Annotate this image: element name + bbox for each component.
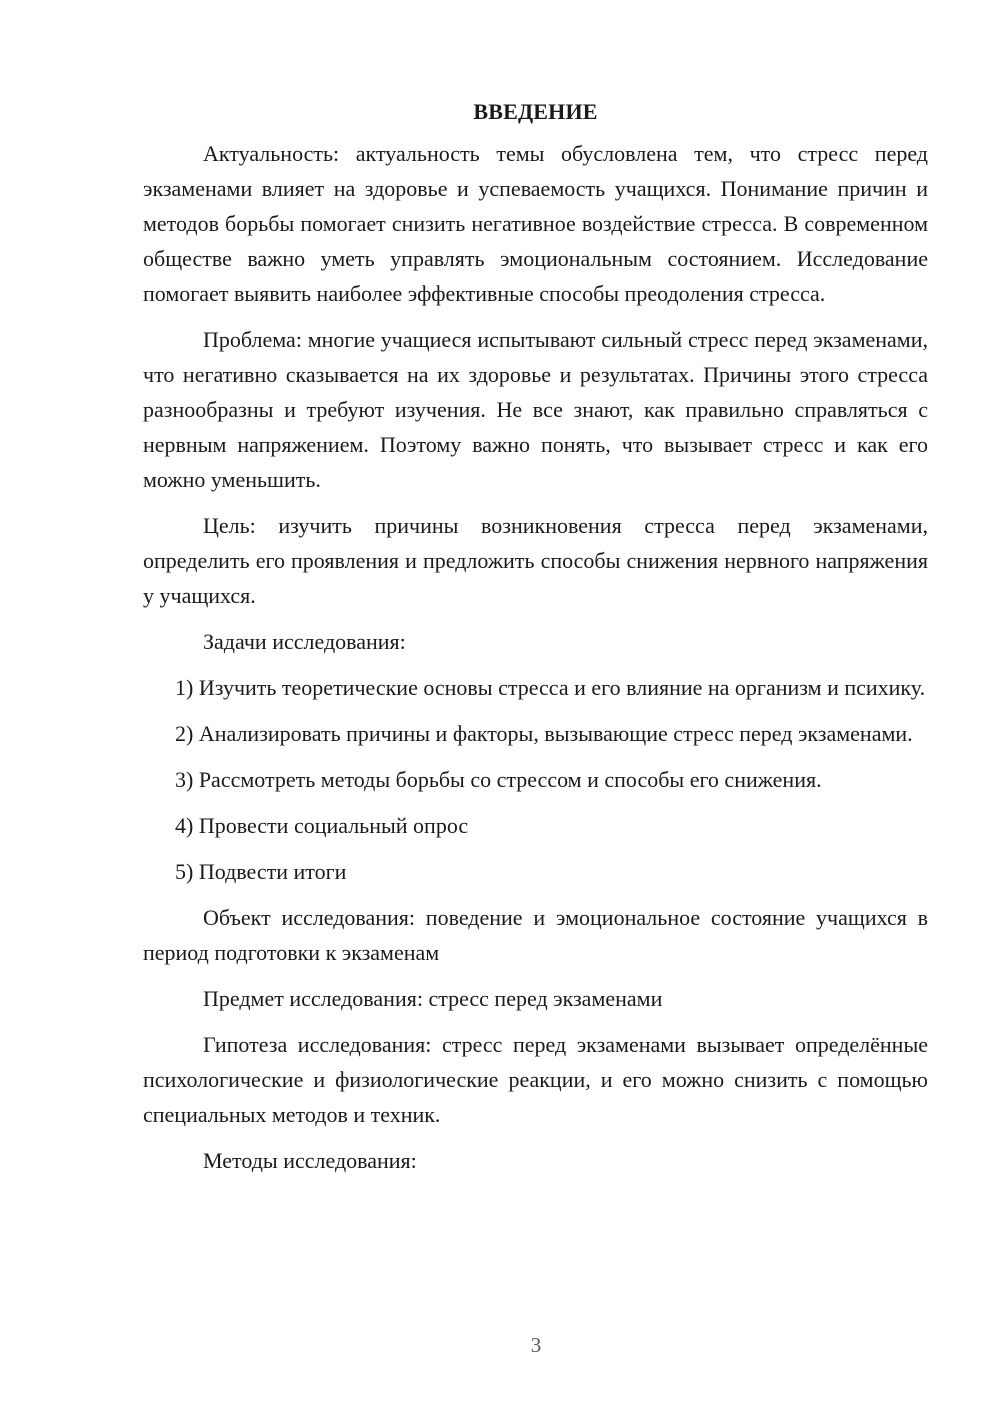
task-item-4: 4) Провести социальный опрос	[175, 813, 469, 838]
relevance-paragraph: Актуальность: актуальность темы обусловлена тем, что стресс перед экзаменами влияет на здоровье и успеваемость учащихся. Понимание причин и методов борьбы помогает снизить негативное воздействие стресса. В современном обществе важно уметь управлять эмоциональным состоянием. Исследование помогает выявить наиболее эффективные способы преодоления стресса.	[143, 141, 928, 306]
page-number: 3	[530, 1333, 542, 1357]
problem-paragraph: Проблема: многие учащиеся испытывают сильный стресс перед экзаменами, что негативно сказывается на их здоровье и результатах. Причины этого стресса разнообразны и требуют изучения. Не все знают, как правильно справляться с нервным напряжением. Поэтому важно понять, что вызывает стресс и как его можно уменьшить.	[143, 327, 928, 492]
subject-paragraph: Предмет исследования: стресс перед экзаменами	[203, 986, 663, 1011]
page-content	[143, 94, 928, 1189]
task-item-2: 2) Анализировать причины и факторы, вызывающие стресс перед экзаменами.	[175, 721, 913, 746]
goal-paragraph: Цель: изучить причины возникновения стресса перед экзаменами, определить его проявления и предложить способы снижения нервного напряжения у учащихся.	[143, 513, 928, 608]
task-item-5: 5) Подвести итоги	[175, 859, 347, 884]
hypothesis-paragraph: Гипотеза исследования: стресс перед экзаменами вызывает определённые психологические и физиологические реакции, и его можно снизить с помощью специальных методов и техник.	[143, 1032, 928, 1127]
object-paragraph: Объект исследования: поведение и эмоциональное состояние учащихся в период подготовки к экзаменам	[143, 905, 928, 965]
methods-paragraph: Методы исследования:	[203, 1148, 417, 1173]
task-item-3: 3) Рассмотреть методы борьбы со стрессом и способы его снижения.	[175, 767, 822, 792]
page-heading: ВВЕДЕНИЕ	[473, 99, 598, 124]
task-item-1: 1) Изучить теоретические основы стресса и его влияние на организм и психику.	[175, 675, 926, 700]
tasks-heading: Задачи исследования:	[203, 629, 406, 654]
